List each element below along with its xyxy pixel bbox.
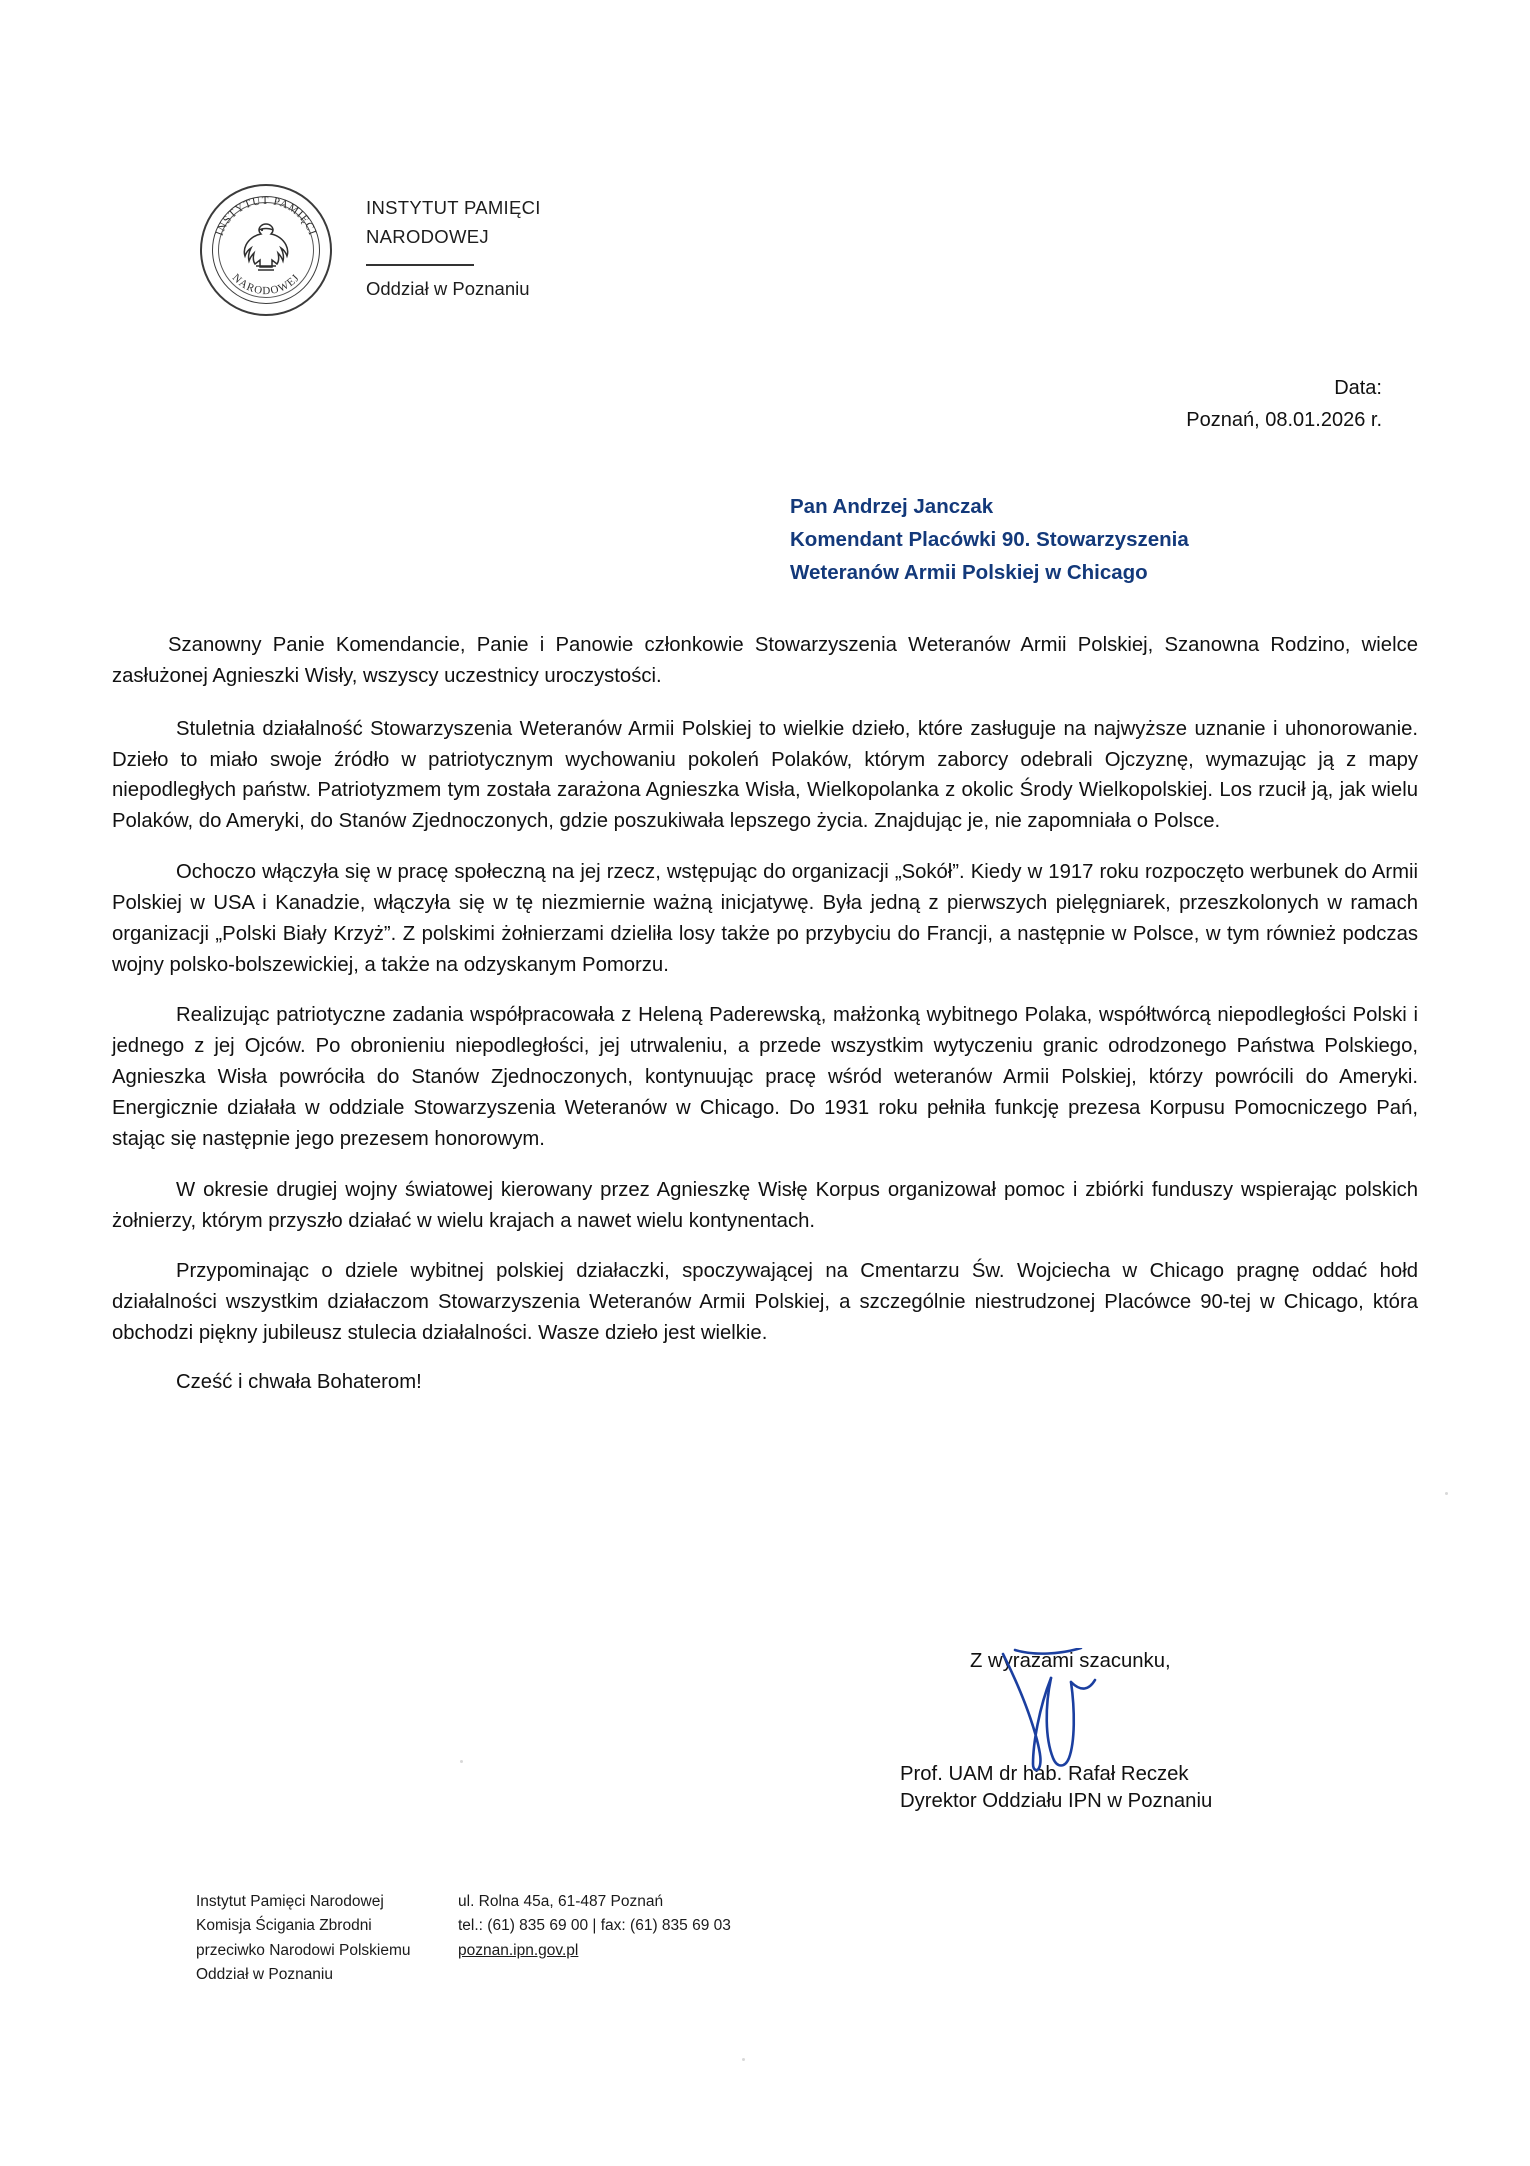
ipn-eagle-seal-icon [196,180,336,320]
signature-block [900,1650,1370,1813]
date-block [1186,372,1382,436]
svg-text:NARODOWEJ: NARODOWEJ [229,271,303,298]
footer-address: ul. Rolna 45a, 61-487 Poznań [458,1893,664,1910]
footer-right-column [458,1890,878,1988]
footer-phone-fax: tel.: (61) 835 69 00 | fax: (61) 835 69 03 [458,1917,731,1935]
org-name-line-1: INSTYTUT PAMIĘCI [366,197,541,218]
footer [196,1890,878,1988]
body-paragraph-2: Ochoczo włączyła się w pracę społeczną na jej rzecz, wstępując do organizacji „Sokół”. Kiedy w 1917 roku rozpoczęto werbunek do Armii Polskiej w USA i Kanadzie, włączyła się w tę niezmiernie ważną inicjatywę. Była jedną z pierwszych pielęgniarek, przeszkolonych w ramach organizacji „Polski Biały Krzyż”. Z polskimi żołnierzami dzieliła losy także po przybyciu do Francji, a następnie w Polsce, w tym również podczas wojny polsko-bolszewickiej, a także na odzyskanym Pomorzu. [112,861,1418,976]
footer-left-line-1: Instytut Pamięci Narodowej [196,1893,384,1910]
footer-left-line-3: przeciwko Narodowi Polskiemu [196,1941,411,1959]
footer-left-line-2: Komisja Ścigania Zbrodni [196,1917,372,1935]
body-paragraph-3: Realizując patriotyczne zadania współpracowała z Heleną Paderewską, małżonką wybitnego Polaka, współtwórcą niepodległości Polski i jednego z jej Ojców. Po obronieniu niepodległości, jej utrwaleniu, a przede wszystkim wytyczeniu granic odrodzonego Państwa Polskiego, Agnieszka Wisła powróciła do Stanów Zjednoczonych, kontynuując pracę wśród weteranów Armii Polskiej, którzy powrócili do Ameryki. Energicznie działała w oddziale Stowarzyszenia Weteranów w Chicago. Do 1931 roku pełniła funkcję prezesa Korpusu Pomocniczego Pań, stając się następnie jego prezesem honorowym. [112,1004,1418,1150]
salutation: Szanowny Panie Komendancie, Panie i Panowie członkowie Stowarzyszenia Weteranów Armii Polskiej, Szanowna Rodzino, wielce zasłużonej Agnieszki Wisły, wszyscy uczestnicy uroczystości. [112,634,1418,687]
org-name-line-2: NARODOWEJ [366,225,489,247]
signature-regards: Z wyrazami szacunku, [970,1650,1171,1672]
letterhead-divider [366,264,474,266]
footer-left-line-4: Oddział w Poznaniu [196,1966,333,1984]
date-value: Poznań, 08.01.2026 r. [1186,409,1382,431]
date-label: Data: [1334,377,1382,399]
footer-left-column [196,1890,458,1988]
footer-website-link[interactable]: poznan.ipn.gov.pl [458,1941,579,1959]
closing-exclamation: Cześć i chwała Bohaterom! [176,1370,422,1393]
addressee-line-3: Weteranów Armii Polskiej w Chicago [790,561,1148,585]
body-paragraph-4: W okresie drugiej wojny światowej kierowany przez Agnieszkę Wisłę Korpus organizował pomoc i zbiórki funduszy wspierając polskich żołnierzy, którym przyszło działać w wielu krajach a nawet wielu kontynentach. [112,1178,1418,1232]
signature-title: Dyrektor Oddziału IPN w Poznaniu [900,1789,1213,1812]
scan-artifact [460,1760,463,1763]
letter-body [112,630,1418,1398]
body-paragraph-5: Przypominając o dziele wybitnej polskiej działaczki, spoczywającej na Cmentarzu Św. Wojciecha w Chicago pragnę oddać hołd działalności wszystkim działaczom Stowarzyszenia Weteranów Armii Polskiej, a szczególnie niestrudzonej Placówce 90-tej w Chicago, która obchodzi piękny jubileusz stulecia działalności. Wasze dzieło jest wielkie. [112,1260,1418,1345]
scan-artifact [742,2058,745,2061]
signature-name: Prof. UAM dr hab. Rafał Reczek [900,1763,1189,1785]
addressee-block [790,490,1189,590]
addressee-line-2: Komendant Placówki 90. Stowarzyszenia [790,528,1189,552]
scan-artifact [1445,1492,1448,1495]
body-paragraph-1: Stuletnia działalność Stowarzyszenia Weteranów Armii Polskiej to wielkie dzieło, które zasługuje na najwyższe uznanie i uhonorowanie. Dzieło to miało swoje źródło w patriotycznym wychowaniu pokoleń Polaków, którym zaborcy odebrali Ojczyznę, wymazując ją z mapy niepodległych państw. Patriotyzmem tym została zarażona Agnieszka Wisła, Wielkopolanka z okolic Środy Wielkopolskiej. Los rzucił ją, jak wielu Polaków, do Ameryki, do Stanów Zjednoczonych, gdzie poszukiwała lepszego życia. Znajdując je, nie zapomniała o Polsce. [112,717,1418,833]
letterhead [196,180,541,320]
branch-name: Oddział w Poznaniu [366,277,530,299]
svg-text:INSTYTUT PAMIĘCI: INSTYTUT PAMIĘCI [213,194,319,238]
addressee-line-1: Pan Andrzej Janczak [790,495,994,518]
